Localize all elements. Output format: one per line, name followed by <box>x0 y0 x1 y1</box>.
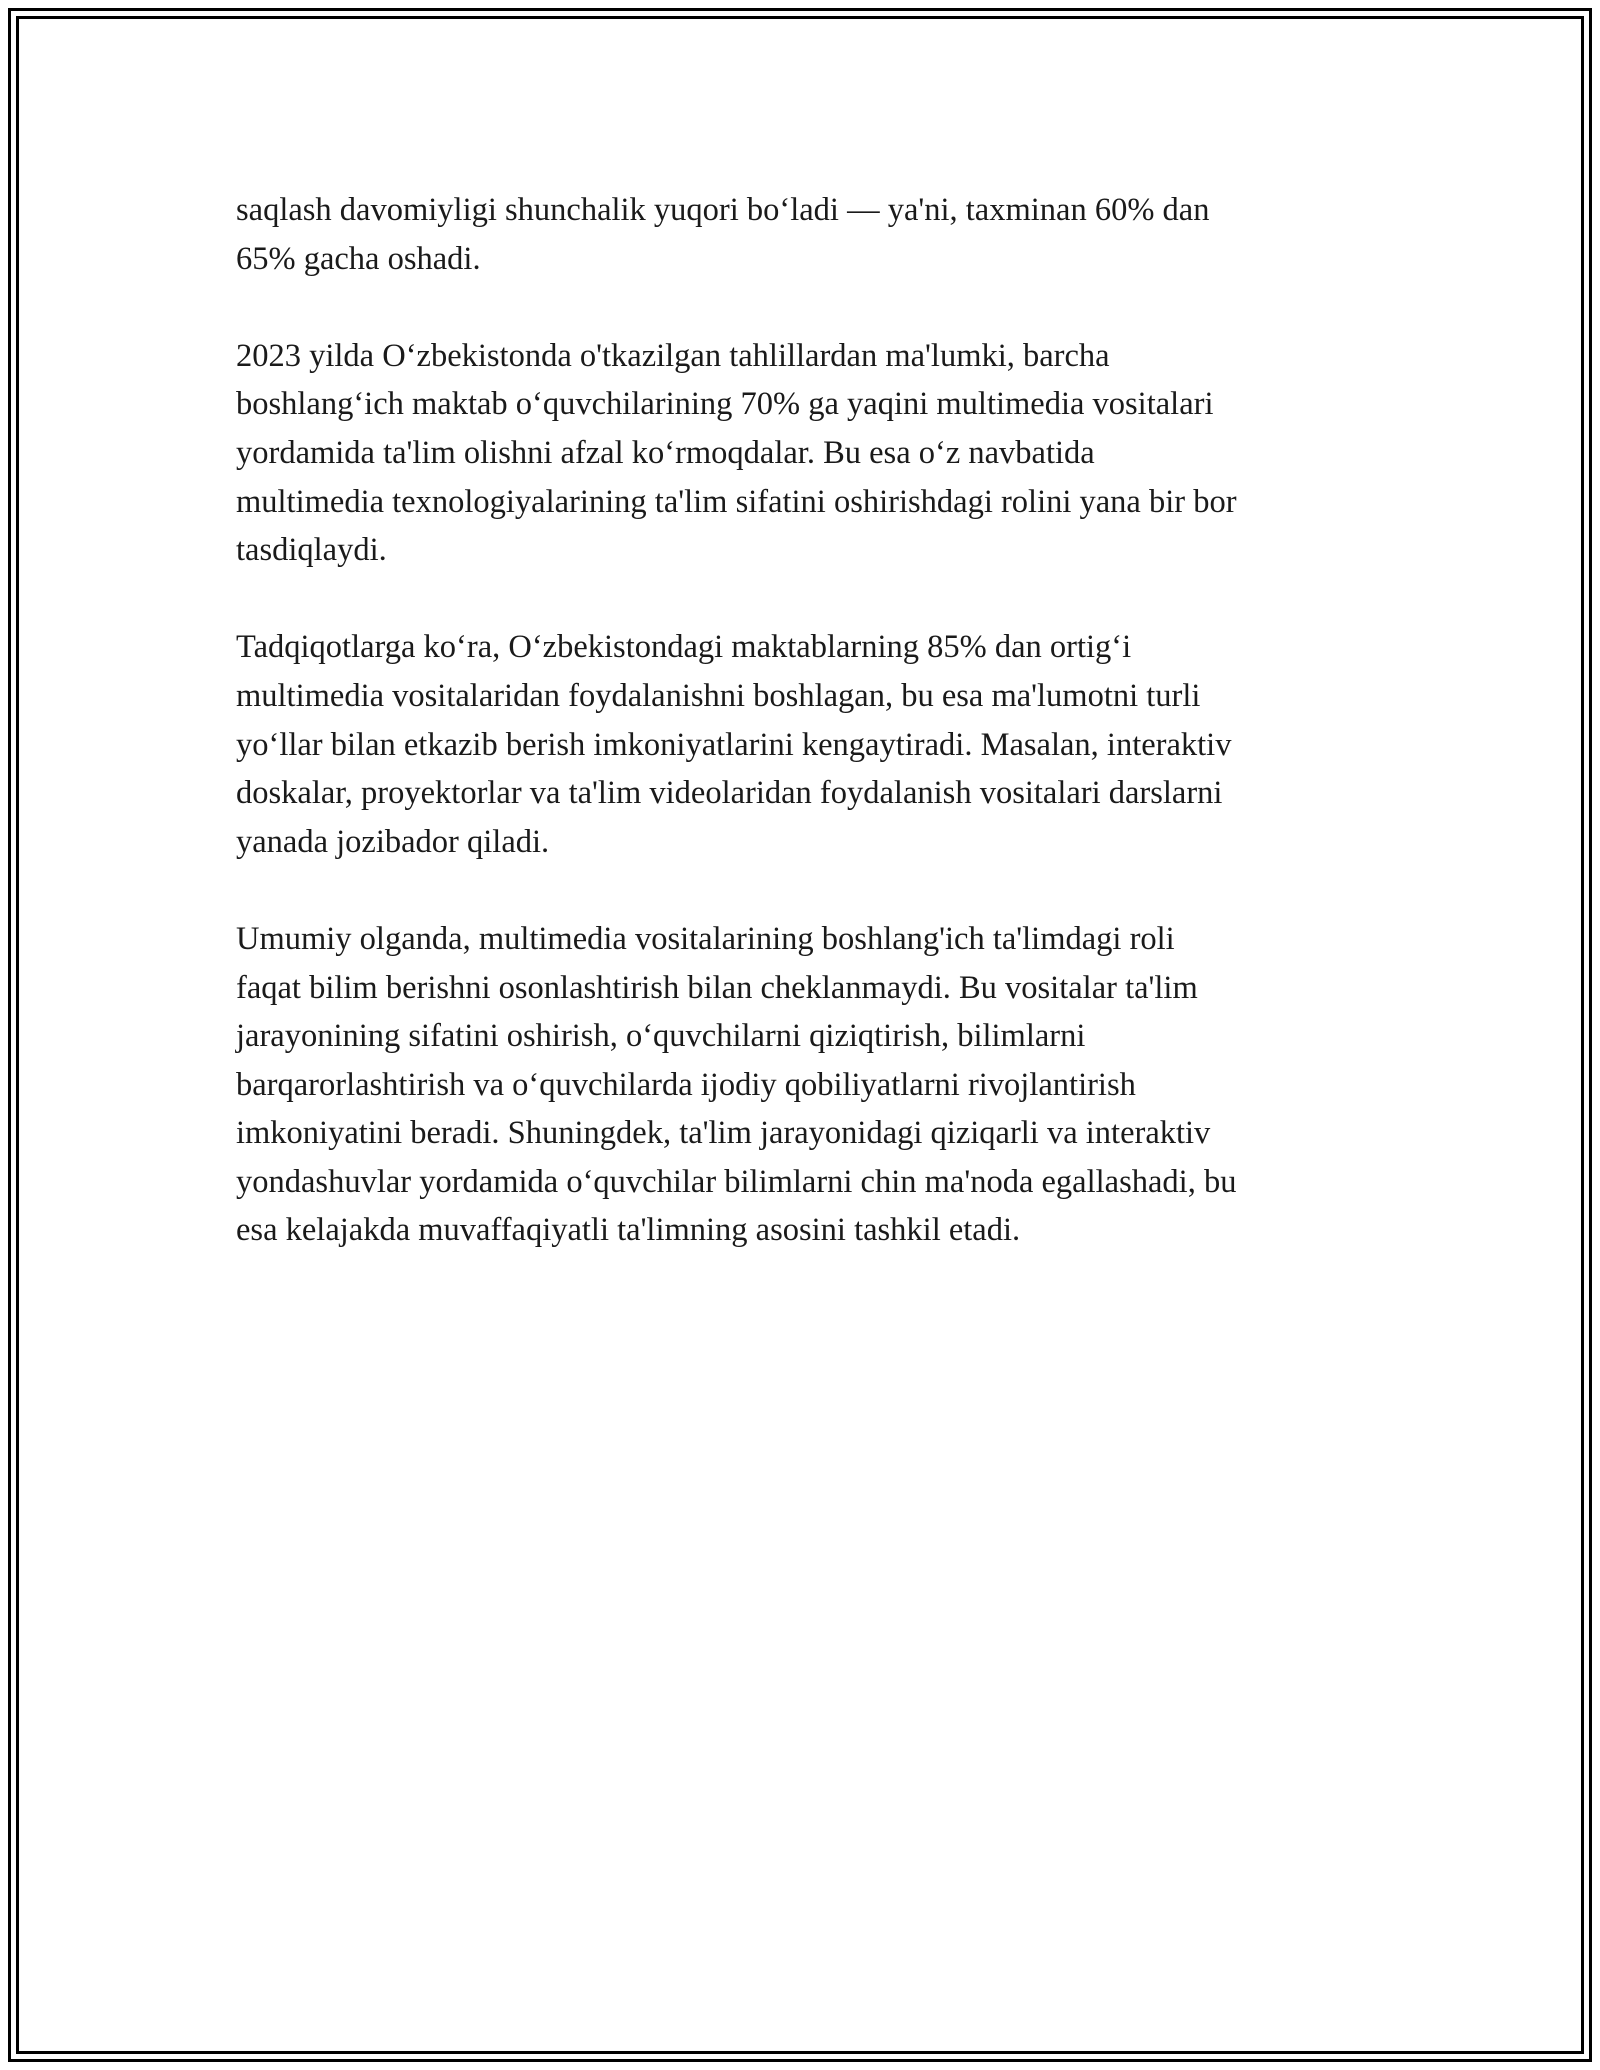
paragraph-2: 2023 yilda O‘zbekistonda o'tkazilgan tahlillardan ma'lumki, barcha boshlang‘ich maktab o‘quvchilarining 70% ga yaqini multimedia vositalari yordamida ta'lim olishni afzal ko‘rmoqdalar. Bu esa o‘z navbatida multimedia texnologiyalarining ta'lim sifatini oshirishdagi rolini yana bir bor tasdiqlaydi. <box>236 337 1237 569</box>
document-body <box>236 186 1376 1304</box>
paragraph-3: Tadqiqotlarga ko‘ra, O‘zbekistondagi maktablarning 85% dan ortig‘i multimedia vositalaridan foydalanishni boshlagan, bu esa ma'lumotni turli yo‘llar bilan etkazib berish imkoniyatlarini kengaytiradi. Masalan, interaktiv doskalar, proyektorlar va ta'lim videolaridan foydalanish vositalari darslarni yanada jozibador qiladi. <box>236 629 1232 860</box>
paragraph-4: Umumiy olganda, multimedia vositalarining boshlang'ich ta'limdagi roli faqat bilim berishni osonlashtirish bilan cheklanmaydi. Bu vositalar ta'lim jarayonining sifatini oshirish, o‘quvchilarni qiziqtirish, bilimlarni barqarorlashtirish va o‘quvchilarda ijodiy qobiliyatlarni rivojlantirish imkoniyatini beradi. Shuningdek, ta'lim jarayonidagi qiziqarli va interaktiv yondashuvlar yordamida o‘quvchilar bilimlarni chin ma'noda egallashadi, bu esa kelajakda muvaffaqiyatli ta'limning asosini tashkil etadi. <box>236 920 1237 1249</box>
paragraph-1: saqlash davomiyligi shunchalik yuqori bo‘ladi — ya'ni, taxminan 60% dan 65% gacha oshadi. <box>236 192 1210 277</box>
